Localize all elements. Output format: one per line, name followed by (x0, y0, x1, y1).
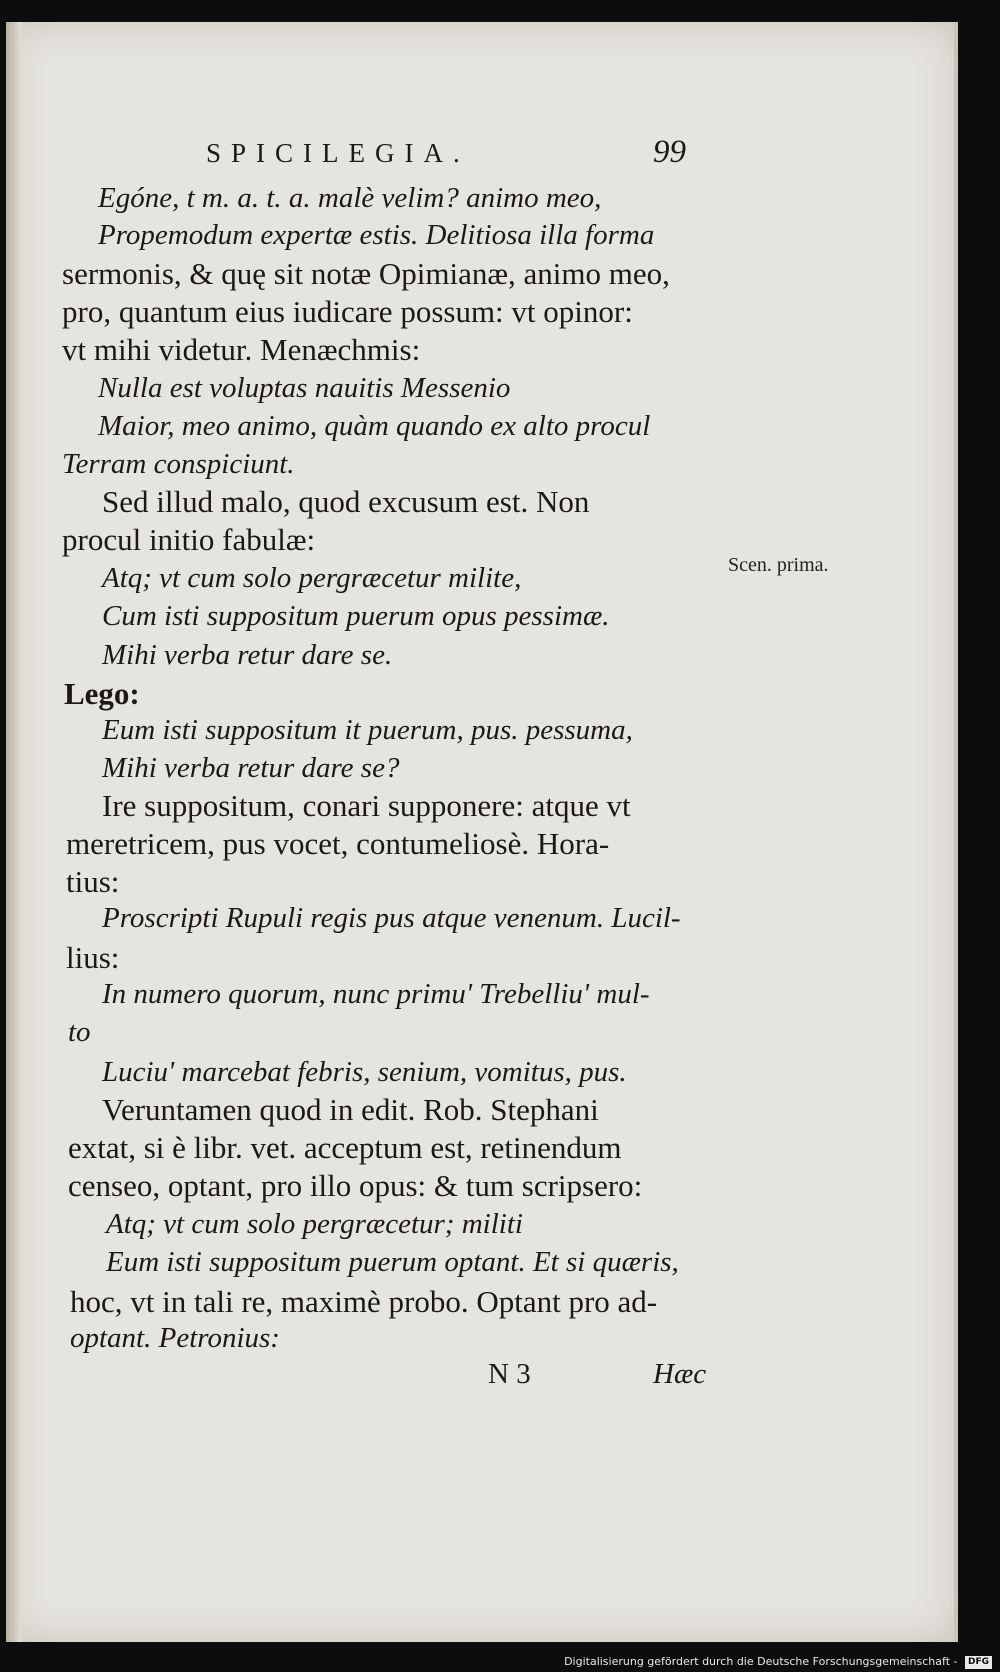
digitization-credit-bar (0, 1651, 1000, 1672)
page-number: 99 (653, 134, 686, 170)
text-line: Mihi verba retur dare se? (102, 752, 400, 784)
margin-note: Scen. prima. (728, 554, 829, 576)
text-line: Veruntamen quod in edit. Rob. Stephani (102, 1092, 599, 1127)
text-line: procul initio fabulæ: (62, 522, 316, 557)
text-line: extat, si è libr. vet. acceptum est, retinendum (68, 1130, 622, 1165)
text-line: pro, quantum eius iudicare possum: vt opinor: (62, 294, 633, 329)
dfg-logo: DFG (965, 1656, 992, 1669)
text-line: Atq; vt cum solo pergræcetur; militi (106, 1208, 523, 1240)
running-title: SPICILEGIA. (206, 138, 470, 168)
text-line: Ire suppositum, conari supponere: atque vt (102, 788, 631, 823)
digitization-credit: Digitalisierung gefördert durch die Deutsche Forschungsgemeinschaft (564, 1655, 951, 1668)
text-line: Propemodum expertæ estis. Delitiosa illa forma (98, 219, 655, 251)
text-line: vt mihi videtur. Menæchmis: (62, 332, 421, 367)
text-line: Mihi verba retur dare se. (102, 639, 393, 671)
page-edge (954, 22, 958, 1642)
text-line: optant. Petronius: (70, 1322, 280, 1354)
text-line: meretricem, pus vocet, contumeliosè. Hora- (66, 826, 610, 861)
signature-mark: N 3 (488, 1358, 531, 1390)
text-line: lius: (66, 940, 120, 975)
text-line: to (68, 1016, 91, 1048)
page-gutter-shadow (6, 22, 22, 1642)
text-line: hoc, vt in tali re, maximè probo. Optant pro ad- (70, 1284, 658, 1319)
text-line: Terram conspiciunt. (62, 448, 295, 480)
text-line: Maior, meo animo, quàm quando ex alto procul (98, 410, 651, 442)
text-line: sermonis, & quę sit notæ Opimianæ, animo meo, (62, 256, 670, 291)
text-line: Nulla est voluptas nauitis Messenio (98, 372, 511, 404)
text-line: Eum isti suppositum puerum optant. Et si quæris, (106, 1246, 679, 1278)
text-line: tius: (66, 864, 120, 899)
credit-separator: - (950, 1655, 961, 1668)
text-line: censeo, optant, pro illo opus: & tum scripsero: (68, 1168, 643, 1203)
text-line: Egóne, t m. a. t. a. malè velim? animo meo, (98, 182, 602, 214)
book-page (6, 22, 958, 1642)
text-line: In numero quorum, nunc primu' Trebelliu' mul- (102, 978, 650, 1010)
text-line: Sed illud malo, quod excusum est. Non (102, 484, 590, 519)
catchword: Hæc (653, 1358, 707, 1390)
text-line: Luciu' marcebat febris, senium, vomitus, pus. (102, 1056, 627, 1088)
text-line: Cum isti suppositum puerum opus pessimæ. (102, 600, 610, 632)
text-line: Lego: (64, 676, 140, 711)
text-line: Eum isti suppositum it puerum, pus. pessuma, (102, 714, 633, 746)
text-line: Atq; vt cum solo pergræcetur milite, (102, 562, 522, 594)
text-line: Proscripti Rupuli regis pus atque venenum. Lucil- (102, 902, 681, 934)
